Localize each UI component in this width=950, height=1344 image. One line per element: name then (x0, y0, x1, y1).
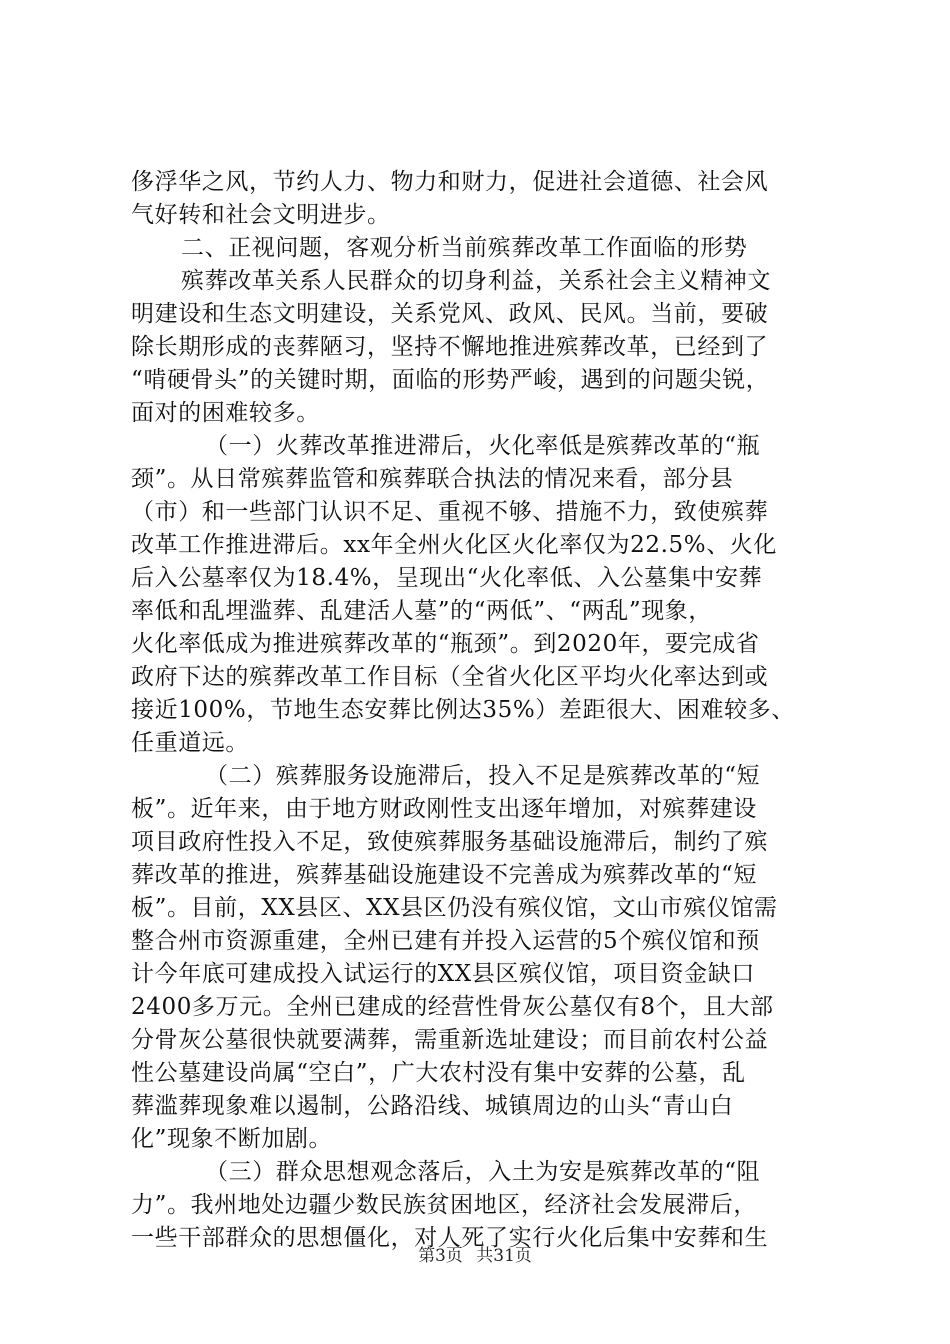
text-line: 板”。近年来，由于地方财政刚性支出逐年增加，对殡葬建设 (131, 796, 757, 822)
text-line: 整合州市资源重建，全州已建有并投入运营的5个殡仪馆和预 (131, 928, 760, 954)
text-line: 气好转和社会文明进步。 (131, 202, 391, 228)
text-line: 除长期形成的丧葬陋习，坚持不懈地推进殡葬改革，已经到了 (131, 334, 769, 360)
text-line: 板”。目前，XX县区、XX县区仍没有殡仪馆，文山市殡仪馆需 (131, 895, 778, 921)
text-line: （市）和一些部门认识不足、重视不够、措施不力，致使殡葬 (131, 499, 769, 525)
text-line: 接近100%，节地生态安葬比例达35%）差距很大、困难较多、 (131, 697, 795, 723)
page-number: 第3页 (418, 1246, 463, 1266)
text-line: 颈”。从日常殡葬监管和殡葬联合执法的情况来看，部分县 (131, 466, 734, 492)
text-line: 化”现象不断加剧。 (131, 1126, 333, 1152)
subsection-heading: （二）殡葬服务设施滞后，投入不足是殡葬改革的“短 (205, 763, 761, 789)
text-line: 一些干部群众的思想僵化，对人死了实行火化后集中安葬和生 (131, 1225, 769, 1251)
text-line: 殡葬改革关系人民群众的切身利益，关系社会主义精神文 (181, 268, 771, 294)
text-line: 葬改革的推进，殡葬基础设施建设不完善成为殡葬改革的“短 (131, 862, 757, 888)
subsection-heading: （三）群众思想观念落后，入土为安是殡葬改革的“阻 (205, 1159, 761, 1185)
text-line: 项目政府性投入不足，致使殡葬服务基础设施滞后，制约了殡 (131, 829, 769, 855)
text-line: 计今年底可建成投入试运行的XX县区殡仪馆，项目资金缺口 (131, 961, 755, 987)
text-line: 任重道远。 (131, 730, 249, 756)
document-body (131, 166, 831, 1255)
text-line: 力”。我州地处边疆少数民族贫困地区，经济社会发展滞后， (131, 1192, 757, 1218)
text-line: 分骨灰公墓很快就要满葬，需重新选址建设；而目前农村公益 (131, 1027, 769, 1053)
section-heading: 二、正视问题，客观分析当前殡葬改革工作面临的形势 (181, 235, 748, 261)
text-line: 侈浮华之风，节约人力、物力和财力，促进社会道德、社会风 (131, 169, 769, 195)
text-line: 火化率低成为推进殡葬改革的“瓶颈”。到2020年，要完成省 (131, 631, 760, 657)
page-footer (0, 1245, 950, 1267)
page-total: 共31页 (476, 1246, 532, 1266)
text-line: 葬滥葬现象难以遏制，公路沿线、城镇周边的山头“青山白 (131, 1093, 734, 1119)
text-line: 明建设和生态文明建设，关系党风、政风、民风。当前，要破 (131, 301, 769, 327)
subsection-heading: （一）火葬改革推进滞后，火化率低是殡葬改革的“瓶 (205, 433, 761, 459)
text-line: 后入公墓率仅为18.4%，呈现出“火化率低、入公墓集中安葬 (131, 565, 763, 591)
text-line: 面对的困难较多。 (131, 400, 320, 426)
text-line: 改革工作推进滞后。xx年全州火化区火化率仅为22.5%、火化 (131, 532, 778, 558)
text-line: “啃硬骨头”的关键时期，面临的形势严峻，遇到的问题尖锐， (131, 367, 770, 393)
text-line: 2400多万元。全州已建成的经营性骨灰公墓仅有8个，且大部 (131, 994, 774, 1020)
text-line: 率低和乱埋滥葬、乱建活人墓”的“两低”、“两乱”现象， (131, 598, 712, 624)
text-line: 性公墓建设尚属“空白”，广大农村没有集中安葬的公墓，乱 (131, 1060, 746, 1086)
text-line: 政府下达的殡葬改革工作目标（全省火化区平均火化率达到或 (131, 664, 769, 690)
